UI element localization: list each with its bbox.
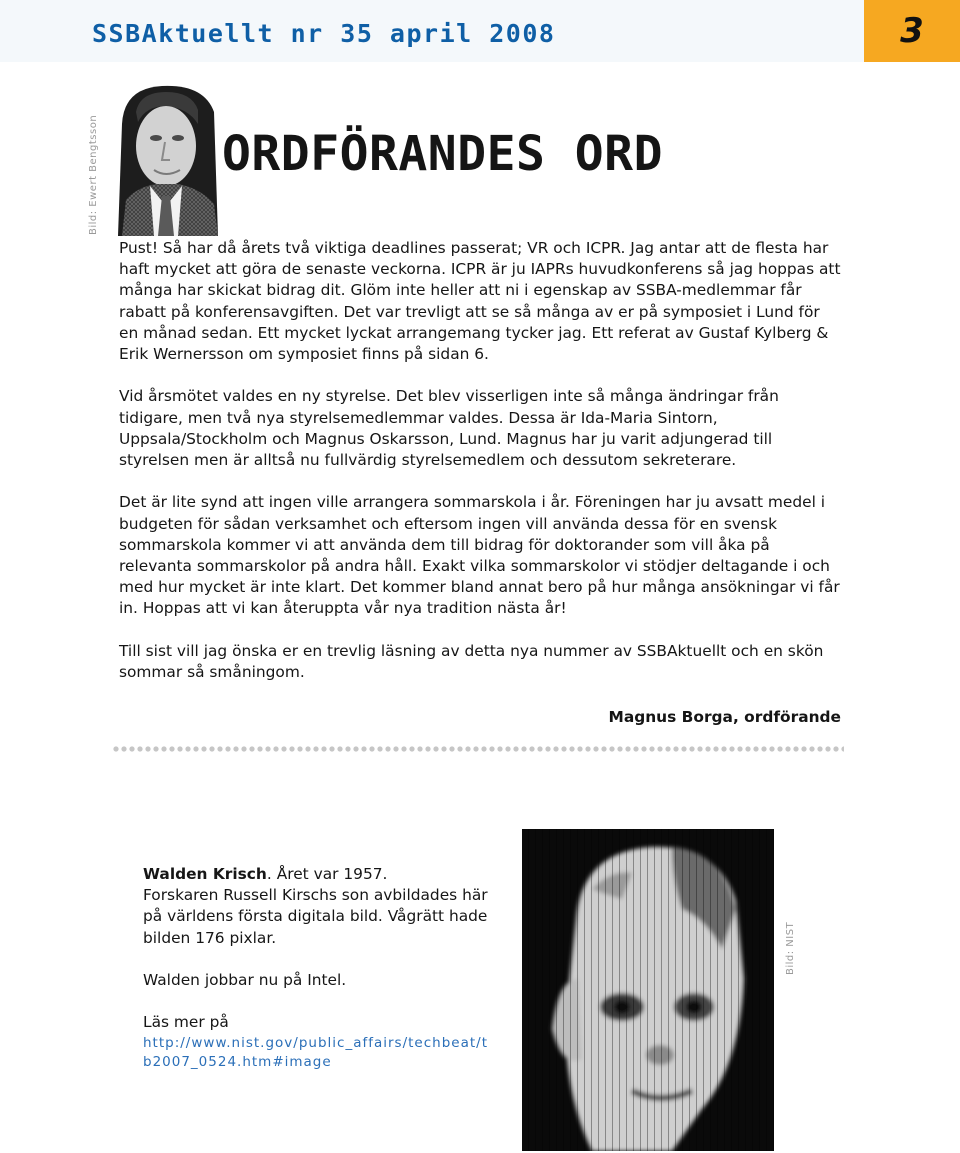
portrait-credit: Bild: Ewert Bengtsson	[88, 114, 99, 235]
nist-link[interactable]: http://www.nist.gov/public_affairs/techbeat/tb2007_0524.htm#image	[143, 1034, 488, 1070]
article-paragraph: Till sist vill jag önska er en trevlig läsning av detta nya nummer av SSBAktuellt och en skön sommar så småningom.	[119, 641, 824, 682]
caption-current: Walden jobbar nu på Intel.	[143, 971, 347, 989]
article-title: ORDFÖRANDES ORD	[222, 126, 663, 182]
article-body	[119, 238, 841, 704]
signature: Magnus Borga, ordförande	[608, 708, 841, 726]
caption-read-more: Läs mer på	[143, 1013, 229, 1032]
page-number: 3	[900, 11, 924, 51]
baby-photo	[522, 829, 774, 1151]
caption-name: Walden Krisch	[143, 865, 267, 883]
article-paragraph: Vid årsmötet valdes en ny styrelse. Det blev visserligen inte så många ändringar från tidigare, men två nya styrelsemedlemmar valdes. Dessa är Ida-Maria Sintorn, Uppsala/Stockholm och Magnus Oskarsson, Lund. Magnus har ju varit adjungerad till styrelsen men är alltså nu fullvärdig styrelsemedlem och dessutom sekreterare.	[119, 387, 779, 470]
page-number-box	[864, 0, 960, 62]
masthead: SSBAktuellt nr 35 april 2008	[92, 19, 556, 48]
caption-year: . Året var 1957.	[266, 865, 388, 883]
caption-description: Forskaren Russell Kirschs son avbildades här på världens första digitala bild. Vågrätt hade bilden 176 pixlar.	[143, 886, 488, 947]
photo-caption	[143, 864, 491, 1072]
dotted-divider	[112, 745, 844, 753]
baby-photo-credit: Bild: NIST	[785, 921, 796, 975]
caption-lead	[143, 864, 491, 949]
article-paragraph: Det är lite synd att ingen ville arrangera sommarskola i år. Föreningen har ju avsatt medel i budgeten för sådan verksamhet och eftersom ingen vill använda dessa för en svensk sommarskola kommer vi att använda dem till bidrag för doktorander som vill åka på relevanta sommarskolor på andra håll. Exakt vilka sommarskolor vi stödjer deltagande i och med hur mycket är inte klart. Det kommer bland annat bero på hur många ansökningar vi får in. Hoppas att vi kan återuppta vår nya tradition nästa år!	[119, 493, 840, 618]
portrait-photo	[118, 84, 218, 236]
article-paragraph: Pust! Så har då årets två viktiga deadlines passerat; VR och ICPR. Jag antar att de flesta har haft mycket att göra de senaste veckorna. ICPR är ju IAPRs huvudkonferens så jag hoppas att många har skickat bidrag dit. Glöm inte heller att ni i egenskap av SSBA-medlemmar får rabatt på konferensavgiften. Det var trevligt att se så många av er på symposiet i Lund för en månad sedan. Ett mycket lyckat arrangemang tycker jag. Ett referat av Gustaf Kylberg & Erik Wernersson om symposiet finns på sidan 6.	[119, 239, 841, 364]
